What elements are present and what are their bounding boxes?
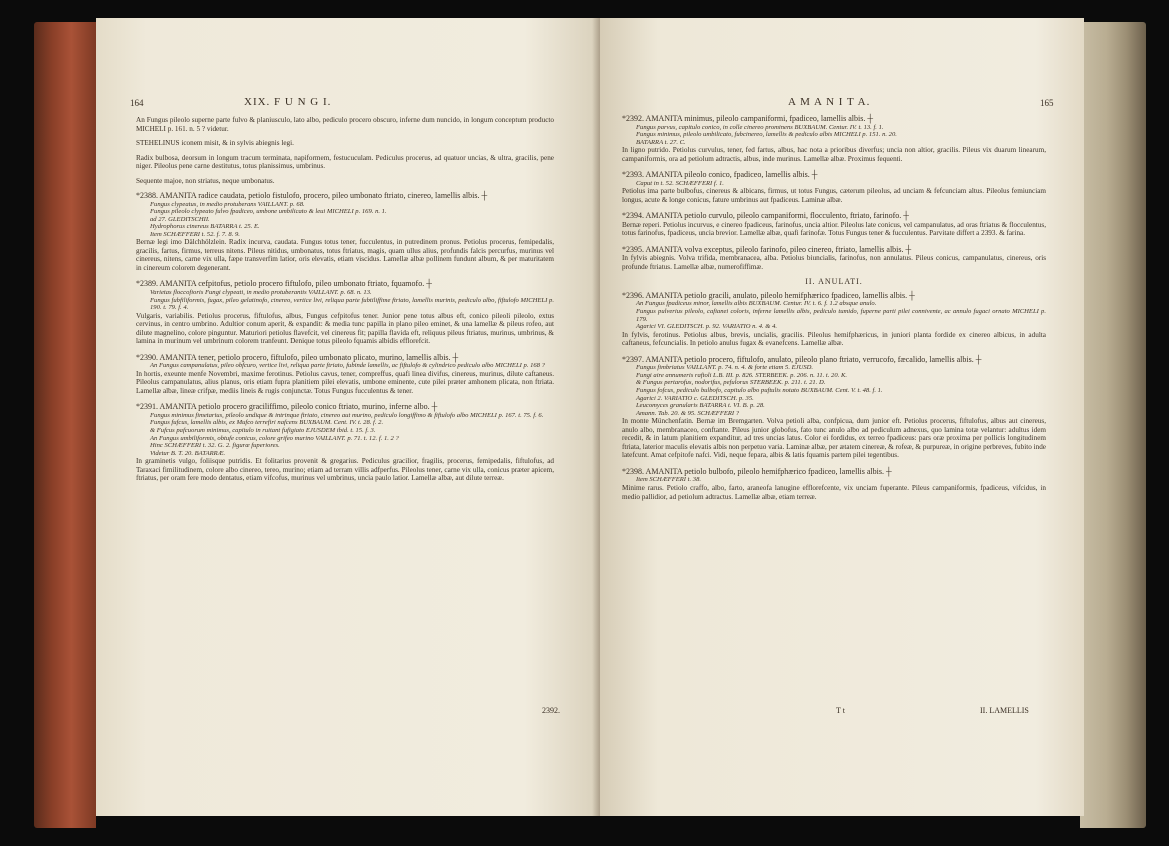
right-signature: T t xyxy=(836,706,845,715)
entry-heading: *2391. AMANITA petiolo procero graciliffimo, pileolo conico ftriato, murino, inferne albo. ┼ xyxy=(136,402,438,412)
right-column xyxy=(622,114,1046,508)
synonym-line: Agarici 2. VARIATIO c. GLEDITSCH. p. 35. xyxy=(636,394,754,402)
synonym-line: & Fungus pertarofus, nodorifus, pefulorus STERBEEK. p. 211. t. 21. D. xyxy=(636,379,826,387)
synonym-line: Item SCHÆFFERI t. 38. xyxy=(636,476,702,484)
synonym-line: BATARRA t. 27. C. xyxy=(636,138,686,146)
synonym-line: Fungus clypeatus, in medio protuberans VAILLANT. p. 68. xyxy=(150,200,305,208)
entry-heading: *2397. AMANITA petiolo procero, fiftulofo, anulato, pileolo plano ftriato, verrucofo, fæcalido, lamellis albis. ┼ xyxy=(622,354,982,364)
left-intro xyxy=(136,116,554,185)
entry-description: Minime rarus. Petiolo craffo, albo, farto, araneofa lanugine efflorefcente, vix unciam fuperante. Pileus campaniformis, fpadiceus, vifcidus, in medio pallidior, ad petiolum adtractus. Lamellæ albæ, etiam terreæ. xyxy=(622,484,1046,501)
entry-heading: *2393. AMANITA pileolo conico, fpadiceo, lamellis albis. ┼ xyxy=(622,170,818,180)
synonym-line: An Fungus fpadiceus minor, lamellis albis BUXBAUM. Centur. IV. t. 6. f. 1.2 absque anulo. xyxy=(636,300,877,308)
right-entries-anulati xyxy=(622,291,1046,501)
synonym-line: Fungus fubfiliformis, fugax, pileo gelatinofo, cinereo, vertice livi, reliqua parte fubtiliffime ftriato, lamellis murinis, pediculo albo, fiftulofo MICHELI p. 190. t. 79. f. 4. xyxy=(150,296,554,312)
intro-paragraph: STEHELINUS iconem misit, & in sylvis abiegnis legi. xyxy=(136,139,294,147)
synonym-line: Fungi aire annumeris raftoli L.B. III. p. 826. STERBEEK. p. 206. n. 11. t. 20. K. xyxy=(636,371,847,379)
synonym-line: An Fungus umbiliformis, obtufe conicus, colore grifeo murino VAILLANT. p. 71. t. 12. f. 1. 2 ? xyxy=(150,434,399,442)
intro-paragraph: Radix bulbosa, deorsum in longum tracum terminata, napiformem, festucuculam. Pediculus procerus, ad quatuor uncias, & ultra, gracilis, pene niger. Pileolus pene carne destitutus, totus planissimus, umbrinus. xyxy=(136,153,554,170)
species-entry xyxy=(622,114,1046,163)
species-entry xyxy=(622,291,1046,348)
entry-heading: *2398. AMANITA petiolo bulbofo, pileolo hemifphærico fpadiceo, lamellis albis. ┼ xyxy=(622,466,892,476)
synonym-line: Fungus fufcus, lamellis albis, ex Mufco terrefiri nafcens BUXBAUM. Cent. IV. t. 28. f. 2. xyxy=(150,419,384,427)
species-entry xyxy=(136,353,554,396)
left-page-number: 164 xyxy=(130,98,144,108)
entry-heading: *2392. AMANITA minimus, pileolo campaniformi, fpadiceo, lamellis albis. ┼ xyxy=(622,114,873,123)
right-page xyxy=(600,18,1084,816)
entry-description: Vulgaris, variabilis. Petiolus procerus, fiftulofus, albus, Fungus cefpitofus tener. Junior pene totus albus eft, conico pileoli pileolo, extus cervinus, in centro umbrino. Adultior conum aperit, & expandit: & media tunc papilla in plano pileo eminet, & una lamellæ & pileus rofeo, aut dilute magnelino, colore pinguntur. Maturiori petiolus flavefcit, vel cinereus fit; papilla flavida eft, reliquus pileus ftriatus, murinus, umbrinus, & lamina in murinum vel umbrinum colorem tranfeunt. Denique totus pileolo fquamis albidis efflorefcit. xyxy=(136,311,554,346)
synonym-line: Varietas floccofioris Fungi clypeati, in medio protuberantis VAILLANT. p. 68. n. 13. xyxy=(150,288,372,296)
entry-description: Petiolus ima parte bulbofus, cinereus & albicans, firmus, ut totus Fungus, cæterum pileolus, ad unciam & fefcunciam altus. Pileolus femiunciam longus, acute & longe conicus, fature umbrinus aut fpadiceus. Laminæ albæ. xyxy=(622,187,1046,204)
synonym-line: Fungus fofcus, pediculo bulbofo, capitulo albo puftulis notato BUXBAUM. Cent. V. t. 48. f. 1. xyxy=(636,387,883,395)
synonym-line: Fungus minimus fimetarius, pileolo undique & intrinque ftriato, cinereo aut murino, pediculo longiffimo & fiftulofo albo MICHELI p. 167. t. 75. f. 6. xyxy=(150,411,544,419)
synonym-line: Fungus minimus, pileolo umbilicato, fubcinereo, lamellis & pediculo albis MICHELI p. 151. n. 20. xyxy=(636,131,897,139)
entry-heading: *2396. AMANITA petiolo gracili, anulato, pileolo hemifphærico fpadiceo, lamellis albis. ┼ xyxy=(622,290,915,300)
synonym-line: An Fungus campanulatus, pileo obfcuro, vertice livi, reliqua parte ftriato, fubinde lamellis, ac fiftulofo & cylindrico pediculo albo MICHELI p. 168 ? xyxy=(150,362,545,370)
intro-paragraph: Sequente majoe, non striatus, neque umbonatus. xyxy=(136,176,275,185)
section-title: II. ANULATI. xyxy=(805,277,863,287)
left-page xyxy=(96,18,600,816)
right-entries xyxy=(622,114,1046,271)
entry-heading: *2390. AMANITA tener, petiolo procero, fiftulofo, pileo umbonato plicato, murino, lamellis albis. ┼ xyxy=(136,352,459,362)
entry-description: In fylvis abiegnis. Volva trifida, membranacea, alba. Petiolus biuncialis, farinofus, non annulatus. Pileus conicus, campanulatus, cinereus, oris profunde ftriatus. Lamellæ albæ, numerofiffimæ. xyxy=(622,254,1046,271)
book-edge-right xyxy=(1080,22,1146,828)
entry-heading: *2395. AMANITA volva exceptus, pileolo farinofo, pileo cinereo, ftriato, lamellis albis. ┼ xyxy=(622,244,912,254)
entry-description: In graminetis vulgo, foliisque putridis. Et folitarius provenit & gregarius. Pediculus gracilior, fragilis, procerus, femipedalis, fiftulofus, ad Taraxaci fimilitudinem, colore albo cinereo, tereo, murino; etiam ad terram villis adfperfus. Pileolus tener, carne vix ulla, conicus præter apicem, ftriatus, per oram fere modo dentatus, etiam vifcofus, murinus vel umbrinus, uncia paulo latior. Lamellæ albæ, aut dilute terreæ. xyxy=(136,457,554,483)
synonym-line: Fungus pulverius pileolo, cafianei coloris, inferne lamellis albis, pediculo tumido, fuperne parti pilei connivente, ac annulo fugaci ornato MICHELI p. 179. xyxy=(636,307,1046,323)
entry-description: Bernæ reperi. Petiolus incurvus, e cinereo fpadiceus, farinofus, uncia altior. Pileolus late conicus, vel campanulatus, ad oras ftriatus & flocculentus, totus farinofus, fpadiceus, uncia brevior. Lamellæ albæ, quafi farinofæ. Totus Fungus tener & fucculentus. Parvitate differt a 2393. & farina. xyxy=(622,220,1046,238)
species-entry xyxy=(622,467,1046,501)
left-entries xyxy=(136,191,554,483)
entry-heading: *2388. AMANITA radice caudata, petiolo fistulofo, procero, pileo umbonato ftriato, cinereo, lamellis albis. ┼ xyxy=(136,191,488,200)
entry-heading: *2394. AMANITA petiolo curvulo, pileolo campaniformi, flocculento, ftriato, farinofo. ┼ xyxy=(622,211,909,221)
left-column xyxy=(136,116,554,490)
entry-description: Bernæ legi imo Dälchhölzlein. Radix incurva, caudata. Fungus totus tener, fucculentus, in putredinem pronus. Petiolus procerus, femipedalis, gracilis, fartus, firmus, terreus nitens. Pileus nitidus, umbonatus, totus ftriatus, magis, quam ullus alius, profundis falcis percurfus, murinus vel cinereus, nitens, carne vix ulla, fæpe transverfim latior, oris elevatis, etiam viscidus. Lamellæ albæ pollinem fundunt album, & per maturitatem in cinereum colorem degenerant. xyxy=(136,238,554,272)
entry-description: In hortis, exeunte menfe Novembri, maxime ferotinus. Petiolus cavus, tener, compreffus, quafi linea divifus, cinereus, murinus, dilute caftaneus. Pileolus campanulatus, alius planus, oris etiam fupra planitiem pilei elevatis, umbone eminente, cute pilei præter amhonem plicata, non ftriata. Lamellæ albæ, lineæ crifpæ, mediis lineis & rugis conjunctæ. Totus Fungus fucculentus & tener. xyxy=(136,369,554,395)
intro-paragraph: An Fungus pileolo superne parte fulvo & planiusculo, lato albo, pediculo procero obscuro, inferne dum nuncido, in longum conceptum producto MICHELI p. 161. n. 5 ? videtur. xyxy=(136,116,554,133)
synonym-line: Agarici VI. GLEDITSCH. p. 92. VARIATIO n. 4. & 4. xyxy=(636,323,778,331)
synonym-line: Fungus fimbriatus VAILLANT. p. 74. n. 4. & forte etiam 5. EJUSD. xyxy=(636,364,814,372)
synonym-line: Hinc SCHÆFFERI t. 32. G. 2. figuræ fuperiores. xyxy=(150,442,280,450)
entry-description: In ligno putrido. Petiolus curvulus, tener, fed fartus, albus, hac nota a prioribus diverfus; uncia non altior, gracilis. Pileus vix duarum linearum, campaniformis, ora ad petiolum adtractis, albus, inde murinus. Lamellæ albæ. Proximus fequenti. xyxy=(622,146,1046,163)
left-running-head: XIX. F U N G I. xyxy=(244,96,332,108)
entry-heading: *2389. AMANITA cefpitofus, petiolo procero fiftulofo, pileo umbonato ftriato, fquamofo. ┼ xyxy=(136,279,432,289)
species-entry xyxy=(622,170,1046,204)
synonym-line: Caput in t. 52. SCHÆFFERI f. 1. xyxy=(636,179,724,187)
synonym-line: Videtur B. T. 20. BATARRÆ. xyxy=(150,449,226,457)
left-catchword: 2392. xyxy=(542,706,560,715)
synonym-line: & Fufcus pafcuorum minimus, capitulo in ruitant fufigiato EJUSDEM ibid. t. 15. f. 3. xyxy=(150,427,376,435)
species-entry xyxy=(136,402,554,483)
synonym-line: Amann. Tab. 20. & 95. SCHÆFFERI ? xyxy=(636,409,740,417)
right-page-number: 165 xyxy=(1040,98,1054,108)
synonym-line: Fungus parvus, capitulo conico, in colle cinereo prominens BUXBAUM. Centur. IV. t. 13. f. 1. xyxy=(636,123,884,131)
synonym-line: Fungus pileolo clypeato fulvo fpadiceo, umbone umbilicato & leui MICHELI p. 169. n. 1. xyxy=(150,208,387,216)
species-entry xyxy=(622,245,1046,272)
right-catchword: II. LAMELLIS xyxy=(980,706,1029,715)
right-running-head: A M A N I T A. xyxy=(788,96,871,108)
species-entry xyxy=(136,279,554,345)
book-edge-left xyxy=(34,22,96,828)
entry-description: In monte Münchenfatin. Bernæ im Bremgarten. Volva petioli alba, confpicua, dum junior eft. Petiolus procerus, fiftulofus, albus aut cinereus, anulo albo, membranaceo, conftante. Pileus junior globofus, fato tunc anulo albo ad pediculum adnexus, quo lamina totæ velantur: adultus idem recedit, & in latum planitiem expanditur, ad tres uncias latus. Color ei fordidus, ex terreo fpadiceus: pars oræ proxima per pollicis longitudinem ftriata, laterior maculis elevatis albis non perpetuo varia. Laminæ albæ, per ætatem cinereæ, & rofeæ, & purpureæ, in origine perbreves, fubito inde latefcunt. Amat cefpitofe nafci. Vidi, neque fepara, albis & latis fquamis partem pilei tegentibus. xyxy=(622,417,1046,460)
synonym-line: Item SCHÆFFERI t. 52. f. 7. 8. 9. xyxy=(150,230,240,238)
synonym-line: Leucomyces granularis BATARRA t. VI. B. p. 28. xyxy=(636,402,765,410)
entry-description: In fylvis, ferotinus. Petiolus albus, brevis, uncialis, gracilis. Pileolus hemifphæricus, in juniori planta fordide ex cinereo albicus, in adulta caftaneus, fefcuncialis. In petiolo anulus fugax & evanefcens. Lamellæ albæ. xyxy=(622,330,1046,348)
synonym-line: ad 27. GLEDITSCHII. xyxy=(150,215,210,223)
species-entry xyxy=(622,355,1046,460)
species-entry xyxy=(622,211,1046,238)
species-entry xyxy=(136,191,554,272)
synonym-line: Hydrophorus cinereus BATARRA t. 25. E. xyxy=(150,223,260,231)
